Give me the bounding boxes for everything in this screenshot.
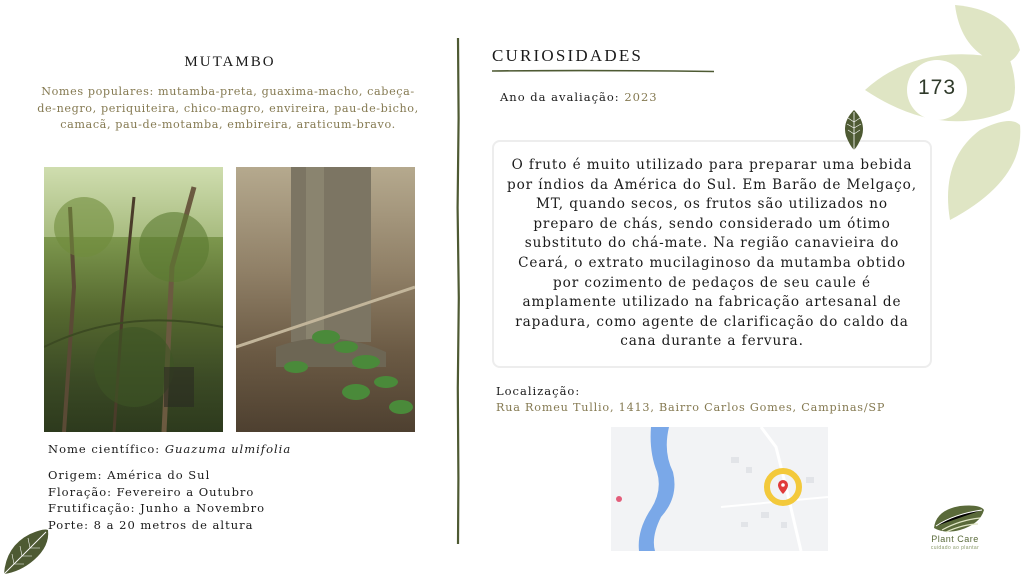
- page-number: 173: [917, 76, 957, 99]
- year-value: 2023: [624, 90, 658, 104]
- title-underline: [492, 69, 714, 73]
- location-address: Rua Romeu Tullio, 1413, Bairro Carlos Gomes, Campinas/SP: [496, 401, 886, 414]
- popular-names: Nomes populares: mutamba-preta, guaxima-macho, cabeça-de-negro, periquiteira, chico-magro, envireira, pau-de-bicho, camacã, pau-de-motamba, embireira, araticum-bravo.: [37, 85, 419, 131]
- decorative-leaves: [860, 0, 1024, 230]
- species-title: MUTAMBO: [184, 54, 276, 70]
- size-fact: Porte: 8 a 20 metros de altura: [48, 517, 254, 532]
- curiosities-title: CURIOSIDADES: [492, 46, 644, 65]
- forest-photo: [44, 167, 223, 432]
- trunk-photo: [236, 167, 415, 432]
- logo-tagline: cuidado ao plantar: [930, 545, 980, 551]
- year-label: Ano da avaliação:: [500, 90, 625, 104]
- curiosity-text: O fruto é muito utilizado para preparar uma bebida por índios da América do Sul. Em Barão de Melgaço, MT, quando secos, os frutos são utilizados no preparo de chás, sendo considerado um ótimo substituto do chá-mate. Na região canavieira do Ceará, o extrato mucilaginoso da mutamba obtido por cozimento de pedaços de seu caule é amplamente utilizado na fabricação artesanal de rapadura, como agente de clarificação do caldo da cana durante a fervura.: [506, 157, 917, 350]
- evaluation-year: [500, 90, 658, 104]
- species-facts: [48, 467, 265, 533]
- logo-name: Plant Care: [931, 534, 979, 544]
- poi-icon: [616, 496, 622, 502]
- small-leaf-icon: [842, 108, 866, 152]
- flowering-fact: Floração: Fevereiro a Outubro: [48, 484, 255, 499]
- fruiting-fact: Frutificação: Junho a Novembro: [48, 501, 266, 515]
- column-divider: [455, 38, 461, 544]
- scientific-name: [48, 442, 291, 456]
- corner-leaf-icon: [0, 526, 52, 576]
- location-label: Localização:: [496, 384, 581, 398]
- scientific-label: Nome científico:: [48, 442, 165, 456]
- origin-fact: Origem: América do Sul: [48, 468, 211, 482]
- location-map[interactable]: [611, 427, 828, 551]
- scientific-value: Guazuma ulmifolia: [164, 442, 292, 456]
